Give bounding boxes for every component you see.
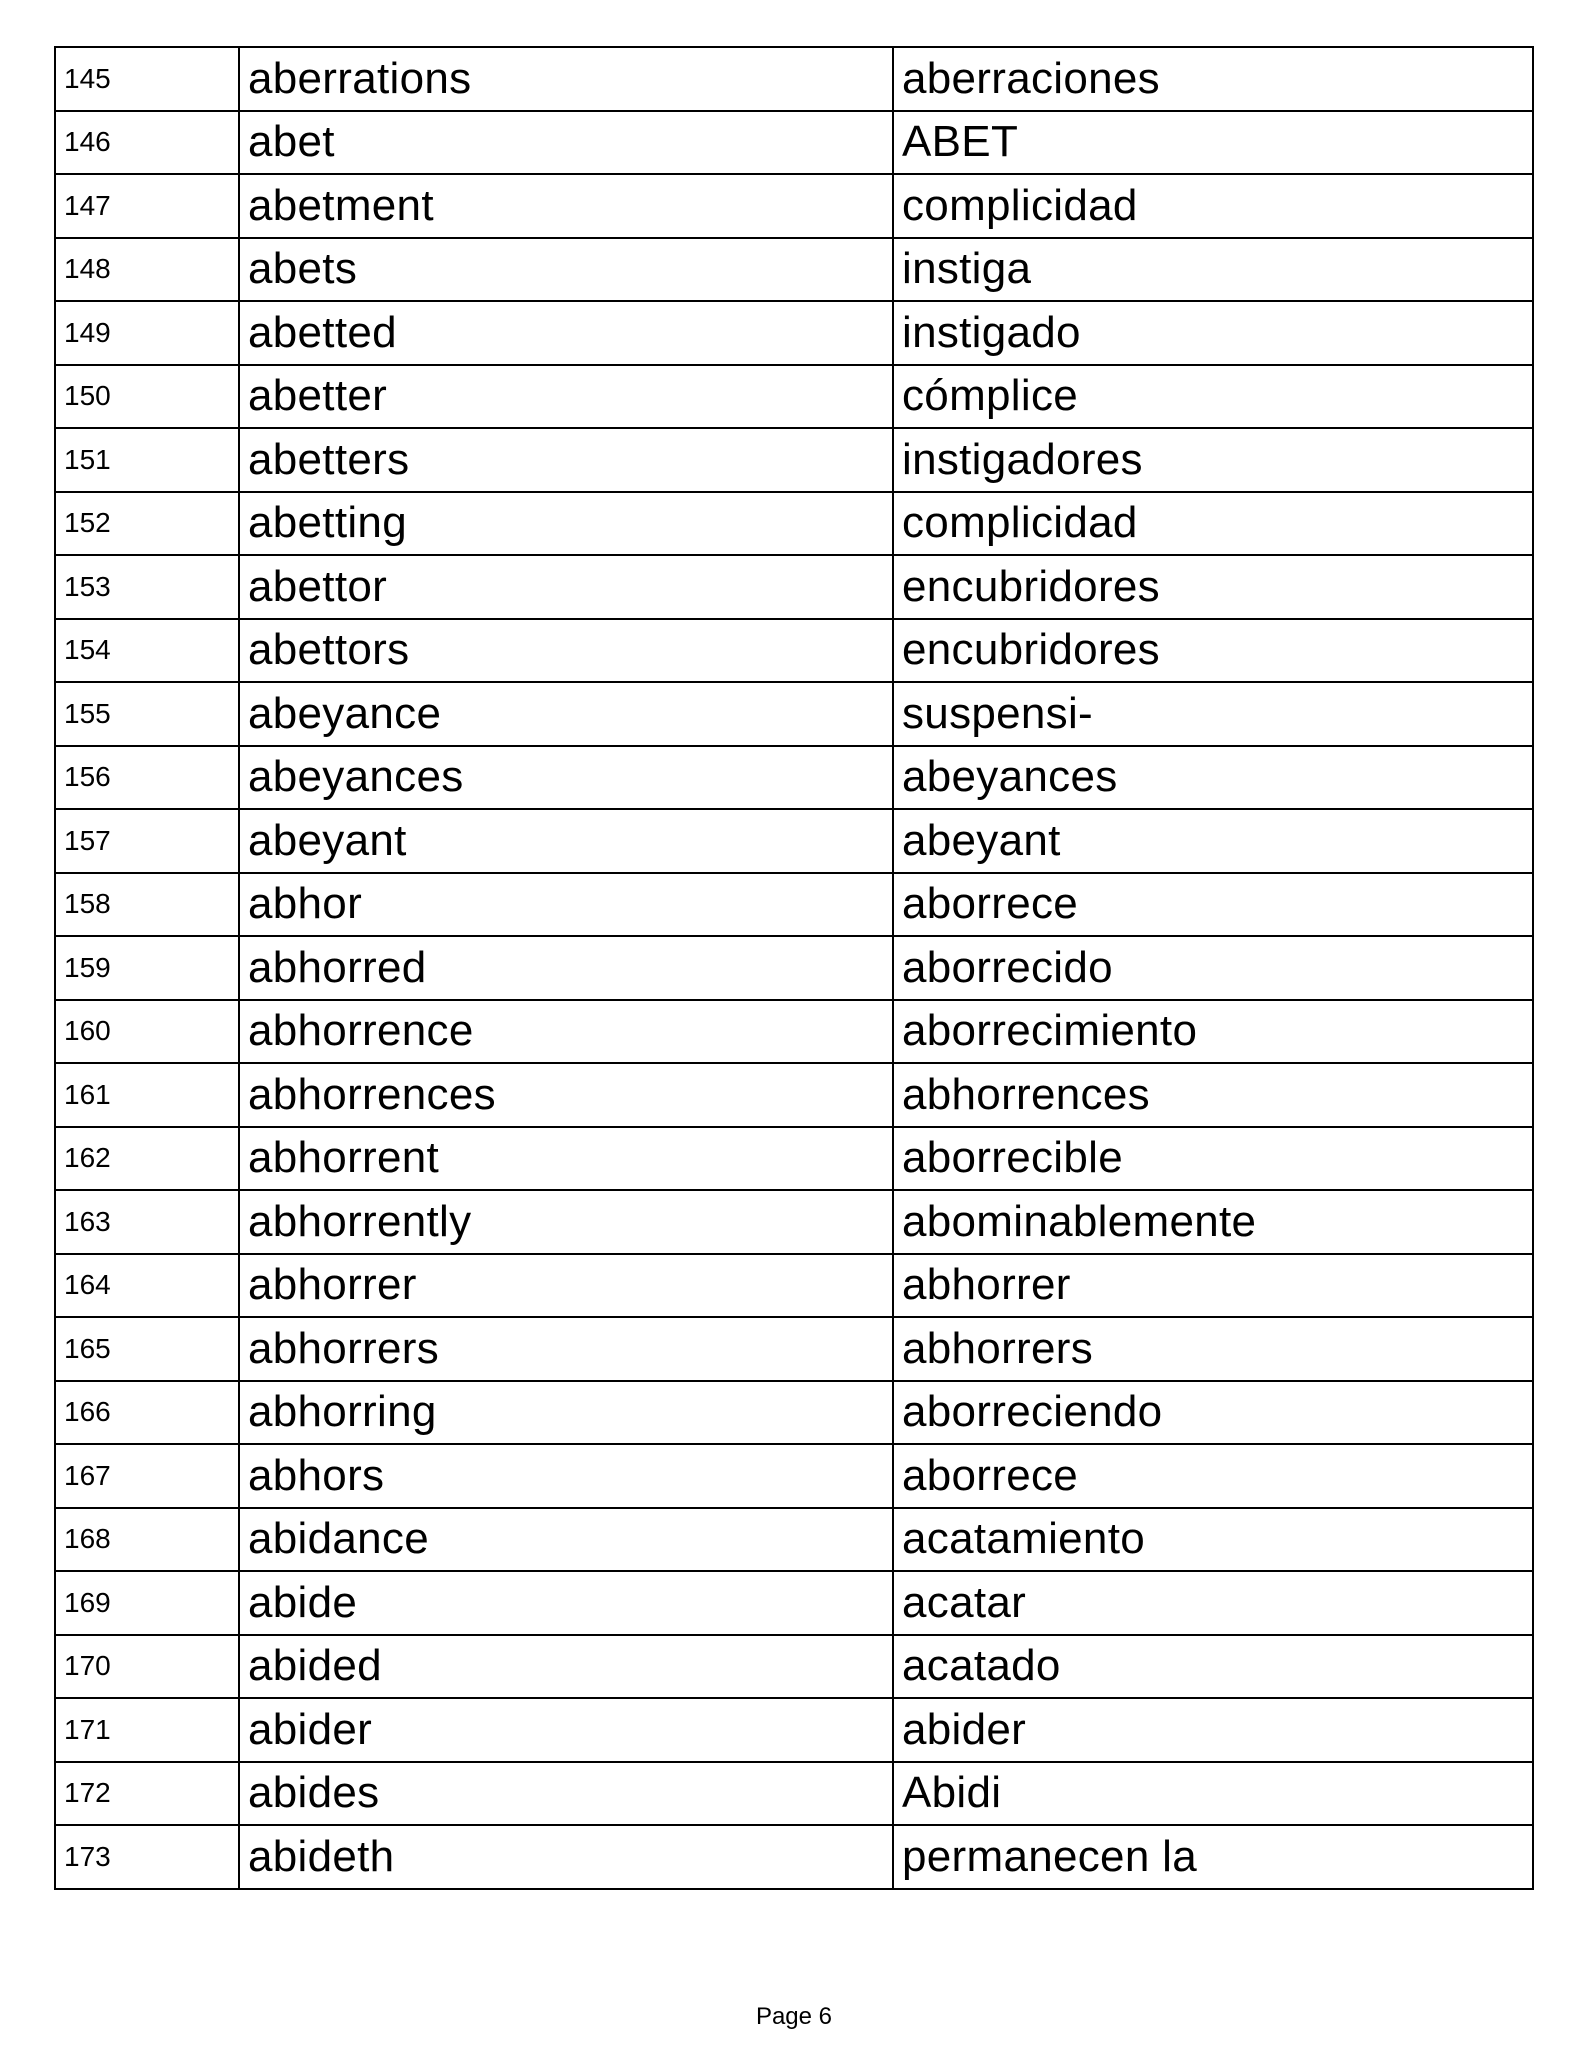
table-row bbox=[55, 492, 1533, 556]
spanish-translation-cell: suspensi- bbox=[893, 682, 1533, 746]
row-number-cell: 151 bbox=[55, 428, 239, 492]
english-word-cell: abhorrer bbox=[239, 1254, 893, 1318]
spanish-translation-cell: instigado bbox=[893, 301, 1533, 365]
spanish-translation-cell: aborrece bbox=[893, 1444, 1533, 1508]
spanish-translation-cell: aborrece bbox=[893, 873, 1533, 937]
table-row bbox=[55, 174, 1533, 238]
spanish-translation-cell: acatar bbox=[893, 1571, 1533, 1635]
row-number-cell: 158 bbox=[55, 873, 239, 937]
english-word-cell: abeyant bbox=[239, 809, 893, 873]
page-number: Page 6 bbox=[755, 2003, 833, 2030]
spanish-translation-cell: abhorrences bbox=[893, 1063, 1533, 1127]
row-number-cell: 169 bbox=[55, 1571, 239, 1635]
english-word-cell: abider bbox=[239, 1698, 893, 1762]
table-row bbox=[55, 1317, 1533, 1381]
english-word-cell: abetted bbox=[239, 301, 893, 365]
table-row bbox=[55, 873, 1533, 937]
english-word-cell: abided bbox=[239, 1635, 893, 1699]
spanish-translation-cell: abeyant bbox=[893, 809, 1533, 873]
table-row bbox=[55, 1508, 1533, 1572]
english-word-cell: abettors bbox=[239, 619, 893, 683]
row-number-cell: 150 bbox=[55, 365, 239, 429]
english-word-cell: abhorrently bbox=[239, 1190, 893, 1254]
row-number-cell: 154 bbox=[55, 619, 239, 683]
row-number-cell: 168 bbox=[55, 1508, 239, 1572]
spanish-translation-cell: encubridores bbox=[893, 619, 1533, 683]
english-word-cell: abet bbox=[239, 111, 893, 175]
english-word-cell: abides bbox=[239, 1762, 893, 1826]
table-row bbox=[55, 365, 1533, 429]
table-row bbox=[55, 746, 1533, 810]
table-row bbox=[55, 111, 1533, 175]
row-number-cell: 161 bbox=[55, 1063, 239, 1127]
english-word-cell: abidance bbox=[239, 1508, 893, 1572]
row-number-cell: 170 bbox=[55, 1635, 239, 1699]
spanish-translation-cell: abider bbox=[893, 1698, 1533, 1762]
spanish-translation-cell: aborrecimiento bbox=[893, 1000, 1533, 1064]
english-word-cell: abhorrers bbox=[239, 1317, 893, 1381]
english-word-cell: abets bbox=[239, 238, 893, 302]
spanish-translation-cell: abominablemente bbox=[893, 1190, 1533, 1254]
english-word-cell: abhors bbox=[239, 1444, 893, 1508]
spanish-translation-cell: Abidi bbox=[893, 1762, 1533, 1826]
table-row bbox=[55, 936, 1533, 1000]
row-number-cell: 173 bbox=[55, 1825, 239, 1889]
spanish-translation-cell: permanecen la bbox=[893, 1825, 1533, 1889]
row-number-cell: 166 bbox=[55, 1381, 239, 1445]
spanish-translation-cell: abhorrer bbox=[893, 1254, 1533, 1318]
table-row bbox=[55, 555, 1533, 619]
spanish-translation-cell: acatamiento bbox=[893, 1508, 1533, 1572]
english-word-cell: abettor bbox=[239, 555, 893, 619]
english-word-cell: abeyance bbox=[239, 682, 893, 746]
spanish-translation-cell: acatado bbox=[893, 1635, 1533, 1699]
spanish-translation-cell: aborrecible bbox=[893, 1127, 1533, 1191]
table-row bbox=[55, 1000, 1533, 1064]
table-row bbox=[55, 1571, 1533, 1635]
row-number-cell: 152 bbox=[55, 492, 239, 556]
english-word-cell: abideth bbox=[239, 1825, 893, 1889]
table-row bbox=[55, 1254, 1533, 1318]
table-row bbox=[55, 428, 1533, 492]
row-number-cell: 171 bbox=[55, 1698, 239, 1762]
spanish-translation-cell: complicidad bbox=[893, 174, 1533, 238]
row-number-cell: 153 bbox=[55, 555, 239, 619]
english-word-cell: abhorred bbox=[239, 936, 893, 1000]
row-number-cell: 145 bbox=[55, 47, 239, 111]
row-number-cell: 148 bbox=[55, 238, 239, 302]
table-row bbox=[55, 1762, 1533, 1826]
row-number-cell: 167 bbox=[55, 1444, 239, 1508]
table-row bbox=[55, 682, 1533, 746]
table-row bbox=[55, 1444, 1533, 1508]
english-word-cell: abetment bbox=[239, 174, 893, 238]
english-word-cell: abeyances bbox=[239, 746, 893, 810]
english-word-cell: abetter bbox=[239, 365, 893, 429]
english-word-cell: aberrations bbox=[239, 47, 893, 111]
table-row bbox=[55, 301, 1533, 365]
english-word-cell: abhorring bbox=[239, 1381, 893, 1445]
table-row bbox=[55, 1190, 1533, 1254]
english-word-cell: abhorrent bbox=[239, 1127, 893, 1191]
vocabulary-table bbox=[54, 46, 1534, 1890]
row-number-cell: 172 bbox=[55, 1762, 239, 1826]
spanish-translation-cell: abeyances bbox=[893, 746, 1533, 810]
english-word-cell: abide bbox=[239, 1571, 893, 1635]
spanish-translation-cell: instigadores bbox=[893, 428, 1533, 492]
spanish-translation-cell: complicidad bbox=[893, 492, 1533, 556]
spanish-translation-cell: instiga bbox=[893, 238, 1533, 302]
row-number-cell: 155 bbox=[55, 682, 239, 746]
english-word-cell: abhor bbox=[239, 873, 893, 937]
spanish-translation-cell: aborreciendo bbox=[893, 1381, 1533, 1445]
spanish-translation-cell: ABET bbox=[893, 111, 1533, 175]
table-row bbox=[55, 47, 1533, 111]
spanish-translation-cell: cómplice bbox=[893, 365, 1533, 429]
row-number-cell: 160 bbox=[55, 1000, 239, 1064]
row-number-cell: 165 bbox=[55, 1317, 239, 1381]
table-row bbox=[55, 1698, 1533, 1762]
spanish-translation-cell: aborrecido bbox=[893, 936, 1533, 1000]
english-word-cell: abetters bbox=[239, 428, 893, 492]
row-number-cell: 157 bbox=[55, 809, 239, 873]
table-row bbox=[55, 1635, 1533, 1699]
spanish-translation-cell: encubridores bbox=[893, 555, 1533, 619]
table-row bbox=[55, 619, 1533, 683]
row-number-cell: 163 bbox=[55, 1190, 239, 1254]
table-row bbox=[55, 1825, 1533, 1889]
table-row bbox=[55, 1127, 1533, 1191]
spanish-translation-cell: aberraciones bbox=[893, 47, 1533, 111]
row-number-cell: 149 bbox=[55, 301, 239, 365]
spanish-translation-cell: abhorrers bbox=[893, 1317, 1533, 1381]
row-number-cell: 147 bbox=[55, 174, 239, 238]
english-word-cell: abetting bbox=[239, 492, 893, 556]
row-number-cell: 164 bbox=[55, 1254, 239, 1318]
row-number-cell: 162 bbox=[55, 1127, 239, 1191]
table-row bbox=[55, 1063, 1533, 1127]
row-number-cell: 146 bbox=[55, 111, 239, 175]
row-number-cell: 156 bbox=[55, 746, 239, 810]
table-row bbox=[55, 238, 1533, 302]
english-word-cell: abhorrences bbox=[239, 1063, 893, 1127]
english-word-cell: abhorrence bbox=[239, 1000, 893, 1064]
row-number-cell: 159 bbox=[55, 936, 239, 1000]
table-row bbox=[55, 809, 1533, 873]
table-row bbox=[55, 1381, 1533, 1445]
vocabulary-table-body bbox=[55, 47, 1533, 1889]
